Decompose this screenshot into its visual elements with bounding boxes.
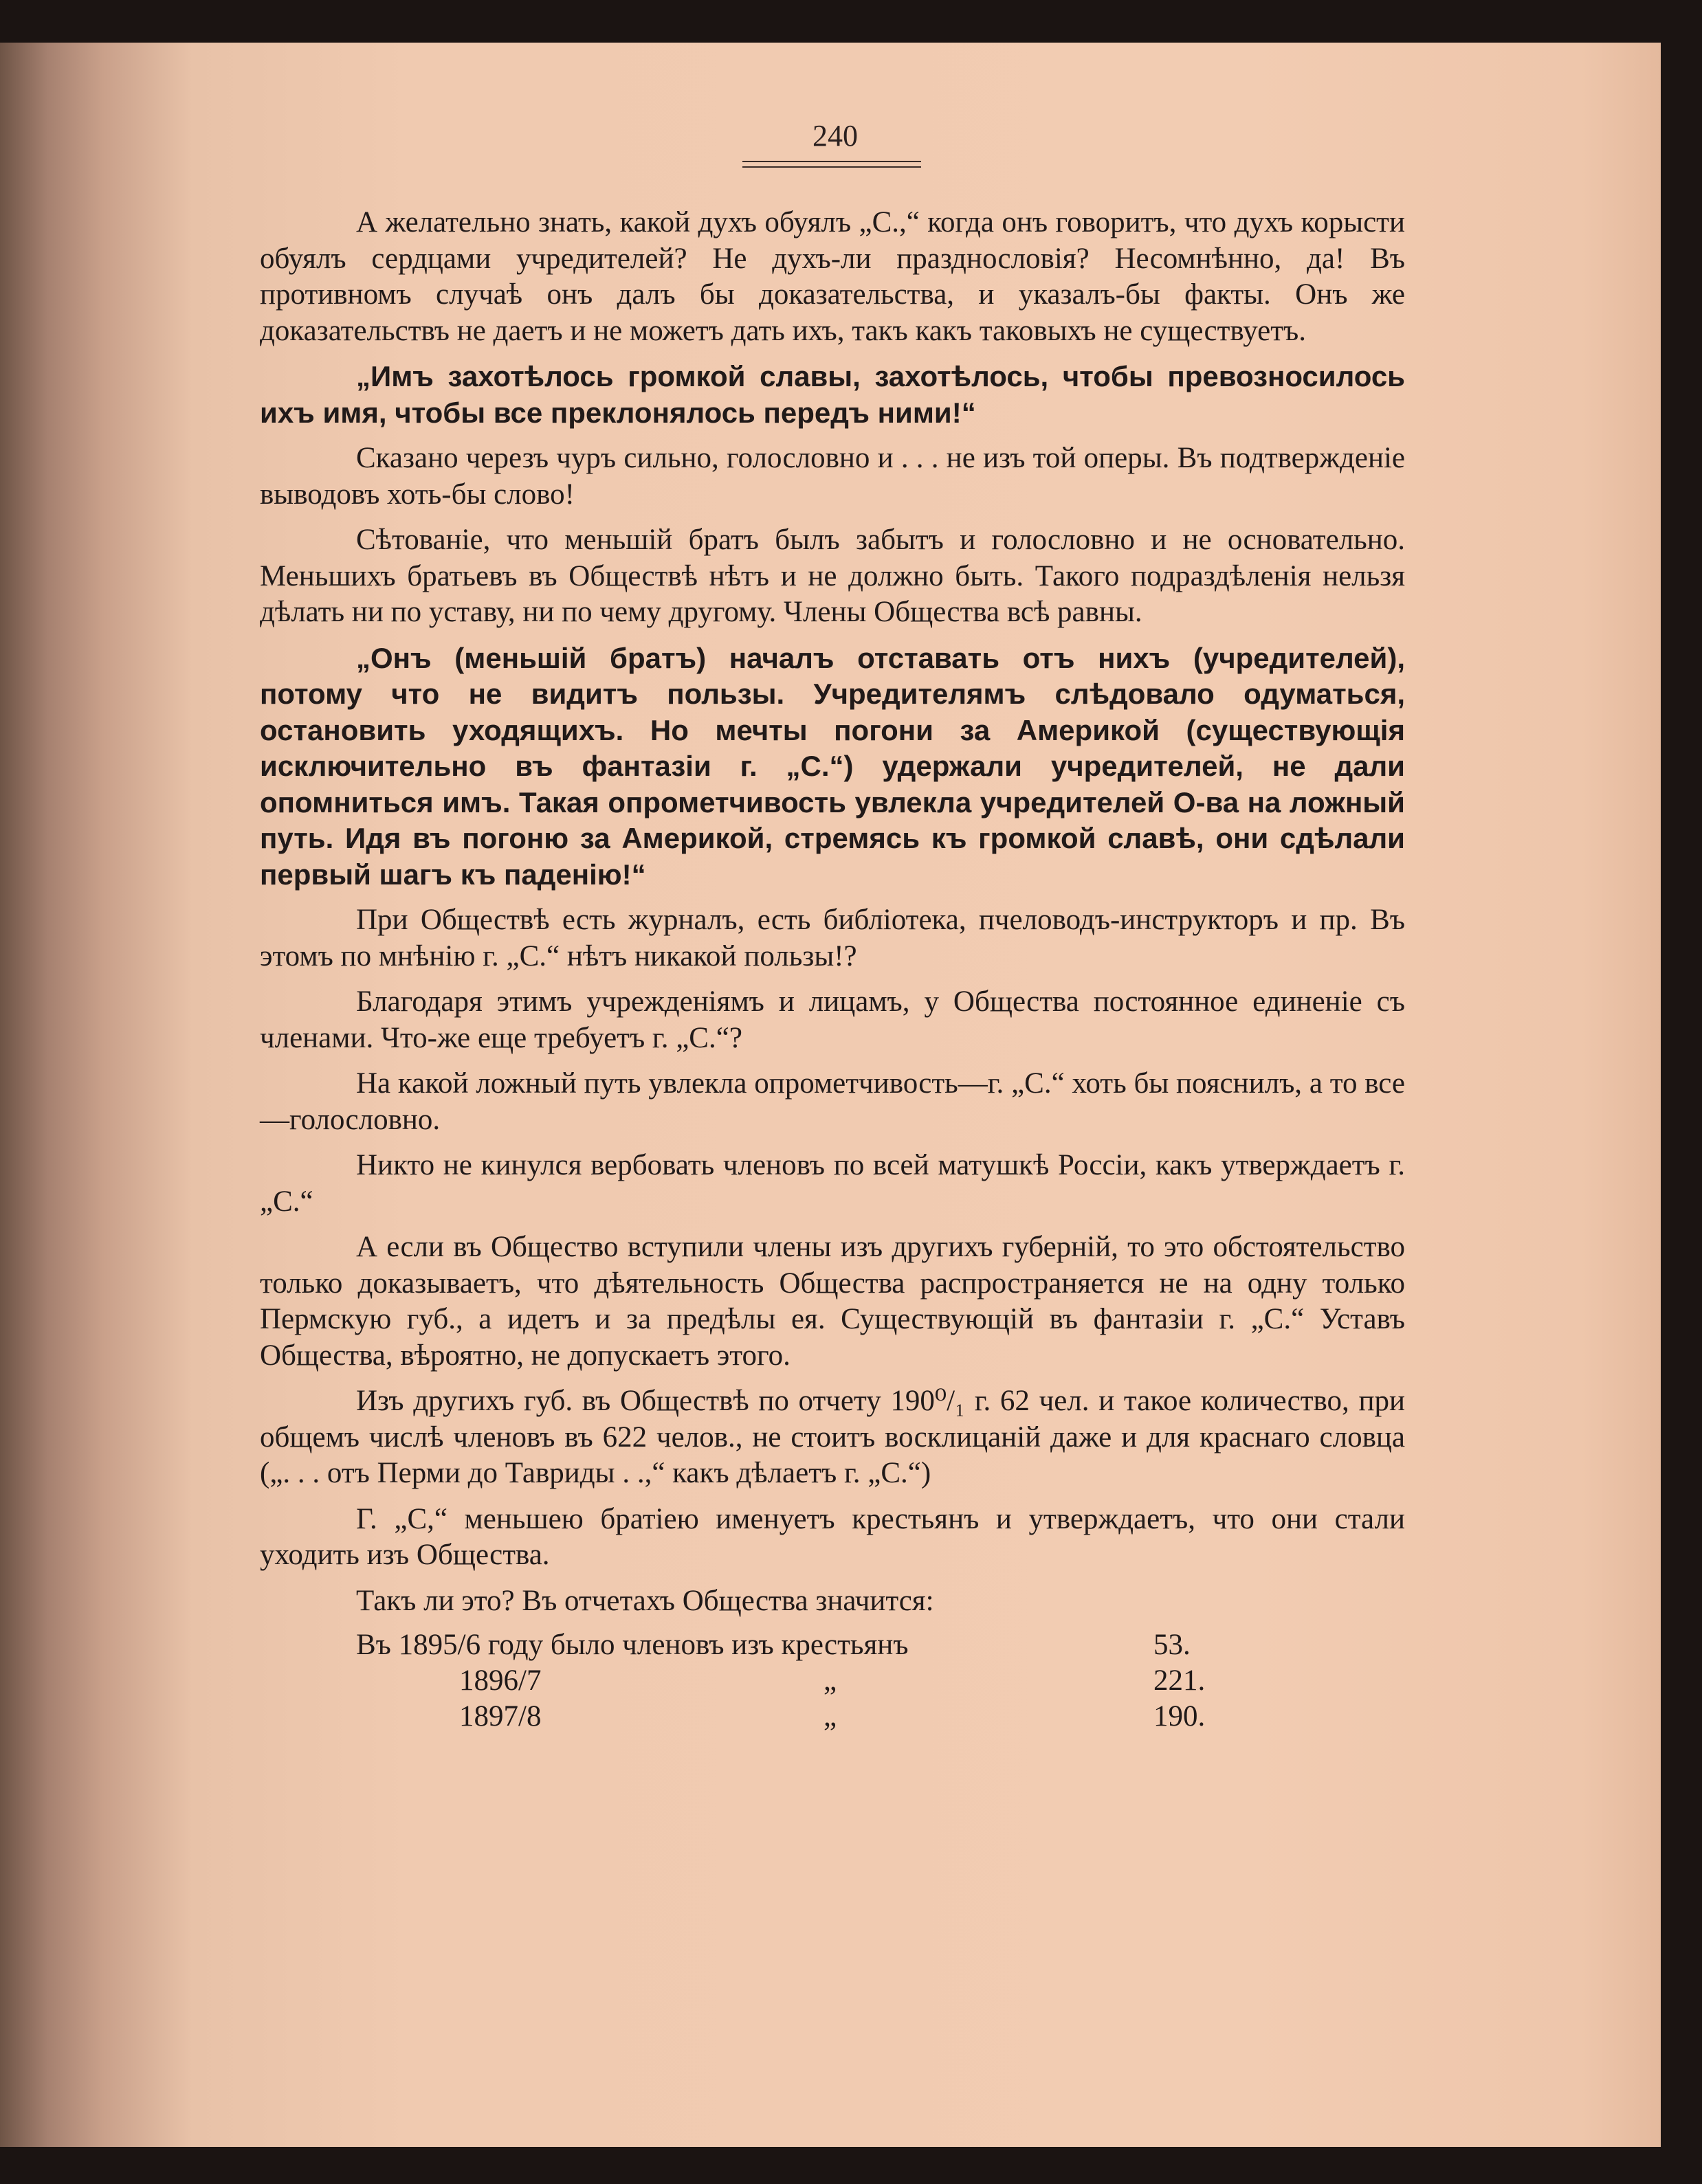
stat-count: 221.: [1153, 1664, 1206, 1697]
paragraph-3: Сказано черезъ чуръ сильно, голословно и . . . не изъ той оперы. Въ подтвержденіе выводовъ хоть-бы слово!: [260, 442, 1405, 511]
paragraph-7: Благодаря этимъ учрежденіямъ и лицамъ, у Общества постоянное единеніе съ членами. Что-же еще требуетъ г. „С.“?: [260, 985, 1405, 1054]
stat-ditto: „: [824, 1664, 837, 1697]
stat-ditto: „: [824, 1700, 837, 1732]
stat-year: 1897/8: [459, 1700, 542, 1732]
stat-count: 190.: [1153, 1700, 1206, 1732]
paragraph-13: Такъ ли это? Въ отчетахъ Общества значится:: [356, 1584, 934, 1617]
stat-row: [260, 1699, 1405, 1735]
paragraph-1: А желательно знать, какой духъ обуялъ „С.,“ когда онъ говоритъ, что духъ корысти обуялъ сердцами учредителей? Не духъ-ли празднословія? Несомнѣнно, да! Въ противномъ случаѣ онъ далъ бы доказательства, и указалъ-бы факты. Онъ же доказательствъ не даетъ и не можетъ дать ихъ, такъ какъ таковыхъ не существуетъ.: [260, 206, 1405, 347]
stat-row: [260, 1663, 1405, 1699]
paragraph-8: На какой ложный путь увлекла опрометчивость—г. „С.“ хоть бы пояснилъ, а то все—голословно.: [260, 1067, 1405, 1136]
paragraph-11: Изъ другихъ губ. въ Обществѣ по отчету 190⁰/₁ г. 62 чел. и такое количество, при общемъ числѣ членовъ въ 622 челов., не стоитъ восклицаній даже и для краснаго словца („. . . отъ Перми до Тавриды . .,“ какъ дѣлаетъ г. „С.“): [260, 1385, 1405, 1489]
body-text: [260, 205, 1405, 1735]
paragraph-4: Сѣтованіе, что меньшій братъ былъ забытъ и голословно и не основательно. Меньшихъ братьевъ въ Обществѣ нѣтъ и не должно быть. Такого подраздѣленія нельзя дѣлать ни по уставу, ни по чему другому. Члены Общества всѣ равны.: [260, 524, 1405, 628]
quote-paragraph-5: „Онъ (меньшій братъ) началъ отставать отъ нихъ (учредителей), потому что не видитъ пользы. Учредителямъ слѣдовало одуматься, остановить уходящихъ. Но мечты погони за Америкой (существующія исключительно въ фантазіи г. „С.“) удержали учредителей, не дали опомниться имъ. Такая опрометчивость увлекла учредителей О-ва на ложный путь. Идя въ погоню за Америкой, стремясь къ громкой славѣ, они сдѣлали первый шагъ къ паденію!“: [260, 641, 1405, 891]
membership-stats: [260, 1627, 1405, 1735]
paragraph-9: Никто не кинулся вербовать членовъ по всей матушкѣ Россіи, какъ утверждаетъ г. „С.“: [260, 1149, 1405, 1218]
quote-paragraph-2: „Имъ захотѣлось громкой славы, захотѣлось, чтобы превозносилось ихъ имя, чтобы все преклонялось передъ ними!“: [260, 360, 1405, 429]
stat-year: Въ 1895/6 году было членовъ изъ крестьянъ: [356, 1629, 909, 1661]
header-rule-top: [742, 161, 921, 162]
paragraph-6: При Обществѣ есть журналъ, есть библіотека, пчеловодъ-инструкторъ и пр. Въ этомъ по мнѣнію г. „С.“ нѣтъ никакой пользы!?: [260, 904, 1405, 972]
paragraph-12: Г. „С,“ меньшею братіею именуетъ крестьянъ и утверждаетъ, что они стали уходить изъ Общества.: [260, 1502, 1405, 1571]
page-number: 240: [813, 119, 858, 153]
paragraph-10: А если въ Общество вступили члены изъ другихъ губерній, то это обстоятельство только доказываетъ, что дѣятельность Общества распространяется не на одну только Пермскую губ., а идетъ и за предѣлы ея. Существующій въ фантазіи г. „С.“ Уставъ Общества, вѣроятно, не допускаетъ этого.: [260, 1231, 1405, 1372]
stat-year: 1896/7: [459, 1664, 542, 1697]
stat-row: [260, 1627, 1405, 1663]
stat-count: 53.: [1153, 1629, 1191, 1661]
header-rule-bottom: [742, 166, 921, 168]
book-page: [0, 43, 1661, 2147]
